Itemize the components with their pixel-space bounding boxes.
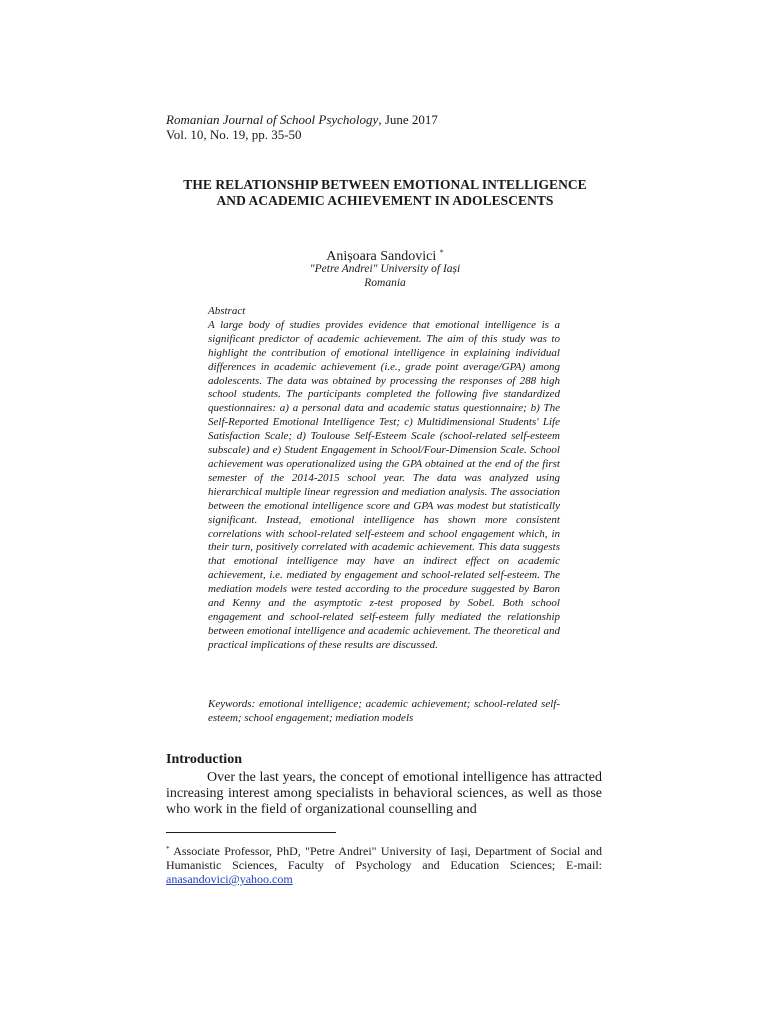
abstract-heading: Abstract [208, 305, 246, 317]
abstract [208, 305, 560, 653]
title-line-2: AND ACADEMIC ACHIEVEMENT IN ADOLESCENTS [216, 193, 554, 208]
section-heading-introduction: Introduction [166, 752, 242, 767]
footnote-divider [166, 832, 336, 833]
keywords: Keywords: emotional intelligence; academic achievement; school-related self-esteem; school engagement; mediation models [208, 698, 560, 724]
introduction-paragraph: Over the last years, the concept of emotional intelligence has attracted increasing interest among specialists in behavioral sciences, as well as those who work in the field of organizational counselling and [166, 770, 602, 817]
author-affiliation: "Petre Andrei" University of Iași [309, 263, 461, 275]
journal-date: , June 2017 [378, 112, 438, 127]
footnote-marker: * [166, 845, 170, 853]
journal-name: Romanian Journal of School Psychology [166, 112, 379, 127]
author-country: Romania [364, 277, 406, 289]
footnote-email-link[interactable]: anasandovici@yahoo.com [166, 872, 293, 886]
author-name-text: Anișoara Sandovici [326, 249, 440, 264]
footnote-text: Associate Professor, PhD, "Petre Andrei" University of Iași, Department of Social and Humanistic Sciences, Faculty of Psychology and Education Sciences; E-mail: [166, 844, 602, 872]
journal-header [166, 112, 438, 142]
journal-citation [166, 112, 438, 127]
title-line-1: THE RELATIONSHIP BETWEEN EMOTIONAL INTELLIGENCE [183, 177, 587, 192]
abstract-text: A large body of studies provides evidence that emotional intelligence is a significant predictor of academic achievement. The aim of this study was to highlight the contribution of emotional intelligence in explaining individual differences in academic achievement (i.e., grade point average/GPA) among adolescents. The data was obtained by processing the responses of 288 high school students. The participants completed the following five standardized questionnaires: a) a personal data and academic status questionnaire; b) The Self-Reported Emotional Intelligence Test; c) Multidimensional Students' Life Satisfaction Scale; d) Toulouse Self-Esteem Scale (school-related self-esteem subscale) and e) Student Engagement in School/Four-Dimension Scale. School achievement was operationalized using the GPA obtained at the end of the first semester of the 2014-2015 school year. The data was analyzed using hierarchical multiple linear regression and mediation analysis. The association between the emotional intelligence score and GPA was modest but statistically significant. Instead, emotional intelligence has shown more consistent correlations with school-related self-esteem and school engagement which, in their turn, positively correlated with academic achievement. This data suggests that emotional intelligence may have an indirect effect on academic achievement, i.e. mediated by engagement and school-related self-esteem. The mediation models were tested according to the procedure suggested by Baron and Kenny and the asymptotic z-test proposed by Sobel. Both school engagement and school-related self-esteem fully mediated the relationship between emotional intelligence and academic achievement. The theoretical and practical implications of these results are discussed. [208, 318, 560, 651]
paper-title [120, 177, 650, 209]
footnote [166, 842, 602, 886]
author-footnote-marker[interactable]: * [439, 248, 444, 257]
volume-info: Vol. 10, No. 19, pp. 35-50 [166, 127, 302, 142]
